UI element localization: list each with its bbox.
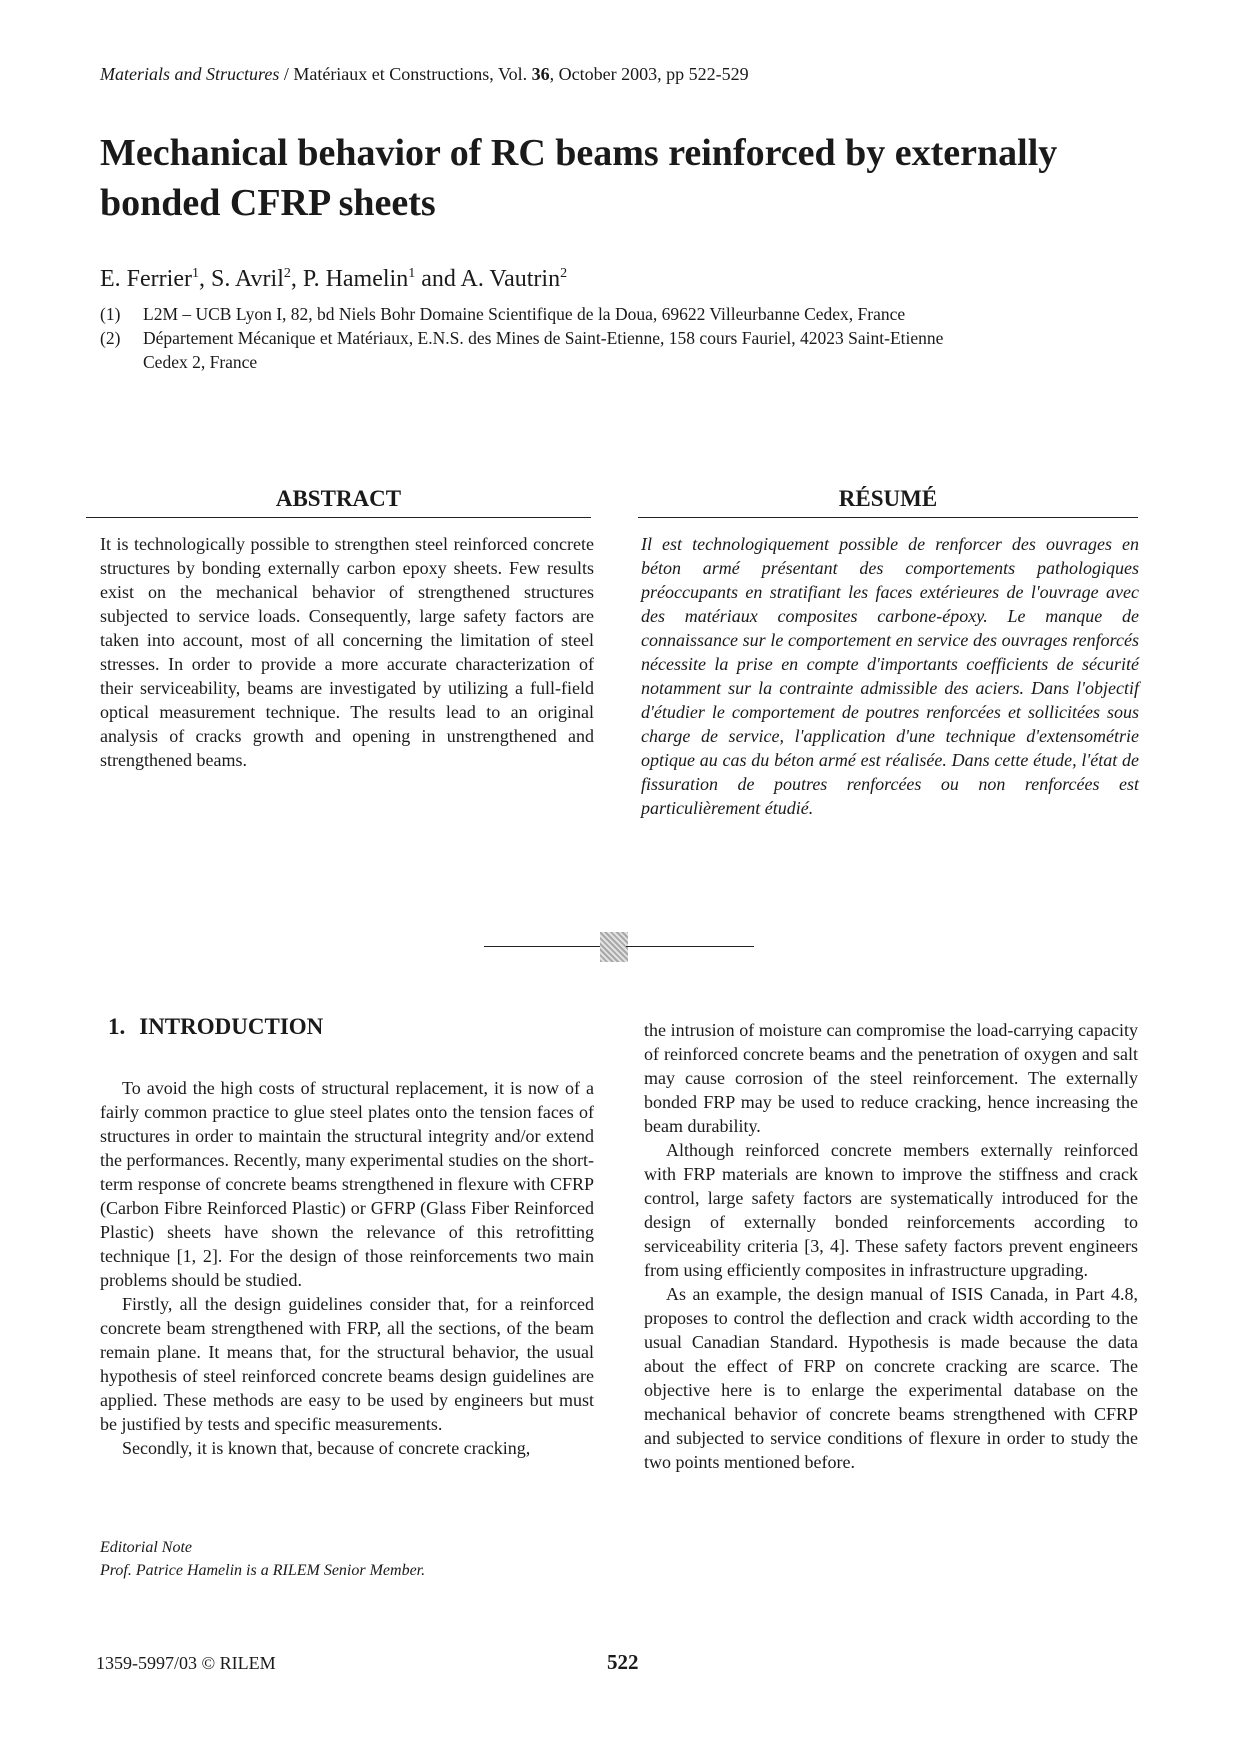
intro-paragraph-6: As an example, the design manual of ISIS Canada, in Part 4.8, proposes to control the deflection and crack width according to the usual Canadian Standard. Hypothesis is made because the data about the effect of FRP on concrete cracking are scarce. The objective here is to enlarge the experimental database on the mechanical behavior of concrete beams strengthened with CFRP and subjected to service conditions of flexure in order to study the two points mentioned before. [644,1284,1138,1472]
paper-title: Mechanical behavior of RC beams reinforced by externally bonded CFRP sheets [100,132,1058,224]
author-ferrier-affil: 1 [191,266,199,281]
resume-rule [638,517,1138,518]
separator-ornament [600,932,628,962]
author-ferrier: E. Ferrier [100,266,192,292]
author-hamelin-affil: 1 [408,266,416,281]
introduction-number: 1. [108,1014,126,1039]
intro-paragraph-1: To avoid the high costs of structural replacement, it is now of a fairly common practice to glue steel plates onto the tension faces of structures in order to maintain the structural integrity and/or extend the performances. Recently, many experimental studies on the short-term response of concrete beams strengthened in flexure with CFRP (Carbon Fibre Reinforced Plastic) or GFRP (Glass Fiber Reinforced Plastic) sheets have shown the relevance of this retrofitting technique [1, 2]. For the design of those reinforcements two main problems should be studied. [100,1078,594,1290]
introduction-title: INTRODUCTION [139,1014,324,1039]
affiliation-1-number: (1) [100,304,121,324]
journal-subtitle: / Matériaux et Constructions, Vol. [279,64,532,84]
affiliation-1 [100,302,905,326]
journal-name: Materials and Structures [100,64,280,84]
editorial-note-heading: Editorial Note [100,1539,192,1556]
journal-issue-pages: , October 2003, pp 522-529 [549,64,749,84]
journal-volume: 36 [531,64,550,84]
separator-line-left [484,946,604,947]
journal-header [100,64,749,85]
affiliation-2-continued: Cedex 2, France [143,352,258,372]
author-avril: , S. Avril [198,266,284,292]
page-number: 522 [607,1650,639,1674]
author-vautrin-affil: 2 [560,266,568,281]
intro-paragraph-4: the intrusion of moisture can compromise the load-carrying capacity of reinforced concrete beams and the penetration of oxygen and salt may cause corrosion of the steel reinforcement. The externally bonded FRP may be used to reduce cracking, hence increasing the beam durability. [644,1020,1138,1136]
introduction-right-column [644,1018,1138,1474]
resume-heading: RÉSUMÉ [838,486,938,511]
intro-paragraph-5: Although reinforced concrete members externally reinforced with FRP materials are known to improve the stiffness and crack control, large safety factors are systematically introduced for the design of externally bonded reinforcements according to serviceability criteria [3, 4]. These safety factors prevent engineers from using efficiently composites in infrastructure upgrading. [644,1140,1138,1280]
author-vautrin: and A. Vautrin [415,266,561,292]
editorial-note [100,1536,425,1582]
introduction-left-column [100,1076,594,1460]
abstract-text: It is technologically possible to strengthen steel reinforced concrete structures by bonding externally carbon epoxy sheets. Few results exist on the mechanical behavior of strengthened structures subjected to service loads. Consequently, large safety factors are taken into account, most of all concerning the limitation of steel stresses. In order to provide a more accurate characterization of their serviceability, beams are investigated by utilizing a full-field optical measurement technique. The results lead to an original analysis of cracks growth and opening in unstrengthened and strengthened beams. [100,534,594,770]
intro-paragraph-2: Firstly, all the design guidelines consider that, for a reinforced concrete beam strengthened with FRP, all the sections, of the beam remain plane. It means that, for the structural behavior, the usual hypothesis of steel reinforced concrete beams design guidelines are applied. These methods are easy to be used by engineers but must be justified by tests and specific measurements. [100,1294,594,1434]
affiliation-2-number: (2) [100,328,121,348]
introduction-heading [108,1014,323,1040]
abstract-rule [86,517,591,518]
affiliation-2-text: Département Mécanique et Matériaux, E.N.S. des Mines de Saint-Etienne, 158 cours Fauriel, 42023 Saint-Etienne [143,328,944,348]
intro-paragraph-3: Secondly, it is known that, because of concrete cracking, [122,1438,531,1458]
author-avril-affil: 2 [283,266,291,281]
issn-copyright: 1359-5997/03 © RILEM [96,1653,276,1673]
affiliation-2 [100,326,943,374]
author-hamelin: , P. Hamelin [290,266,409,292]
abstract-heading: ABSTRACT [275,486,402,511]
affiliation-1-text: L2M – UCB Lyon I, 82, bd Niels Bohr Domaine Scientifique de la Doua, 69622 Villeurbanne Cedex, France [143,304,906,324]
resume-text: Il est technologiquement possible de renforcer des ouvrages en béton armé présentant des comportements pathologiques préoccupants en stratifiant les faces extérieures de l'ouvrage avec des matériaux composites carbone-époxy. Le manque de connaissance sur le comportement en service des ouvrages renforcés nécessite la prise en compte d'importants coefficients de sécurité notamment sur la contrainte admissible des aciers. Dans l'objectif d'étudier le comportement de poutres renforcées et sollicitées sous charge de service, l'application d'une technique d'extensométrie optique au cas du béton armé est réalisée. Dans cette étude, l'état de fissuration de poutres renforcées ou non renforcées est particulièrement étudié. [641,534,1139,818]
author-list [100,266,567,293]
separator-line-right [626,946,754,947]
editorial-note-text: Prof. Patrice Hamelin is a RILEM Senior Member. [100,1562,426,1579]
